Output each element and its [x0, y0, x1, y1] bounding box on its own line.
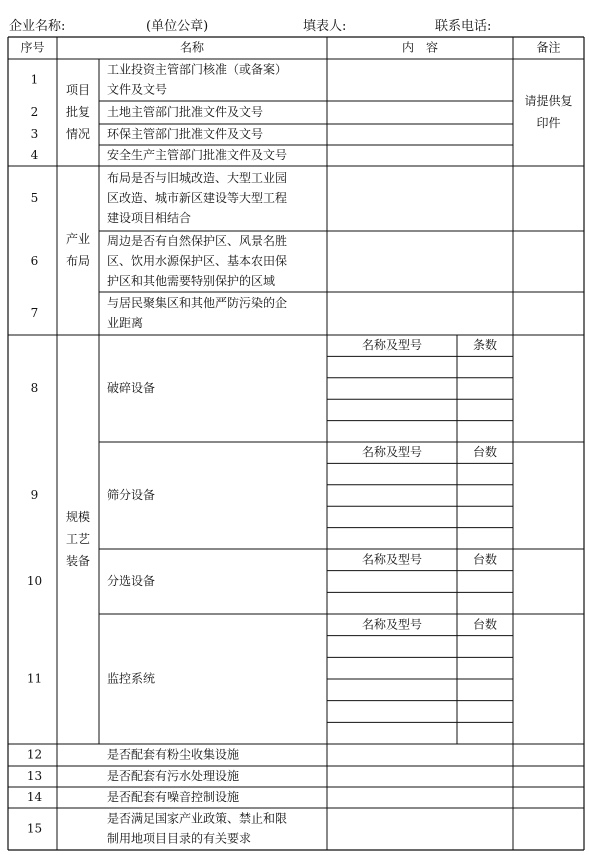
- group-label: 产业: [65, 232, 91, 246]
- row-name-text: 监控系统: [107, 671, 156, 686]
- row-name-text: 区改造、城市新区建设等大型工程: [107, 191, 288, 205]
- row-number: 8: [30, 381, 39, 395]
- subheader-model: 名称及型号: [361, 445, 423, 460]
- row-name-text: 护区和其他需要特别保护的区域: [107, 274, 276, 288]
- group-label: 装备: [65, 554, 91, 568]
- row-name-text: 与居民聚集区和其他严防污染的企: [107, 296, 288, 310]
- row-name-text: 区、饮用水源保护区、基本农田保: [107, 254, 288, 268]
- subheader-model: 名称及型号: [361, 617, 423, 632]
- row-name-text: 制用地项目目录的有关要求: [107, 831, 252, 846]
- group-label: 批复: [65, 105, 91, 119]
- row-name-text: 是否配套有污水处理设施: [107, 769, 240, 783]
- row-number: 3: [30, 127, 39, 141]
- subheader-count: 台数: [472, 445, 498, 460]
- row-number: 9: [30, 488, 39, 502]
- row-name-text: 工业投资主管部门核准（或备案）: [107, 62, 288, 77]
- group-label: 布局: [65, 254, 91, 268]
- remark-provide-copy: 印件: [536, 116, 561, 130]
- row-name-text: 是否配套有噪音控制设施: [107, 790, 240, 804]
- row-name-text: 破碎设备: [107, 381, 156, 395]
- row-number: 1: [30, 72, 39, 87]
- filler-label: 填表人:: [303, 19, 347, 34]
- column-header-content: 内 容: [401, 40, 439, 55]
- subheader-model: 名称及型号: [361, 338, 423, 353]
- company-name-label: 企业名称:: [9, 19, 66, 34]
- group-label: 情况: [65, 127, 91, 141]
- group-label: 工艺: [65, 532, 91, 546]
- group-label: 规模: [65, 510, 91, 524]
- row-name-text: 筛分设备: [107, 488, 156, 502]
- row-name-text: 是否配套有粉尘收集设施: [107, 747, 240, 762]
- seal-note: (单位公章): [146, 19, 209, 34]
- subheader-model: 名称及型号: [361, 552, 423, 567]
- phone-label: 联系电话:: [435, 19, 492, 34]
- row-number: 14: [26, 790, 43, 804]
- row-number: 7: [30, 306, 39, 320]
- subheader-count: 台数: [472, 617, 498, 632]
- column-header-name: 名称: [179, 40, 205, 55]
- row-number: 12: [26, 747, 43, 762]
- row-number: 6: [30, 254, 39, 268]
- row-name-text: 环保主管部门批准文件及文号: [107, 127, 264, 141]
- remark-provide-copy: 请提供复: [524, 94, 573, 108]
- row-number: 13: [26, 769, 43, 783]
- row-name-text: 是否满足国家产业政策、禁止和限: [107, 811, 288, 826]
- row-name-text: 安全生产主管部门批准文件及文号: [107, 148, 288, 162]
- subheader-count: 台数: [472, 552, 498, 567]
- subheader-count: 条数: [472, 338, 498, 353]
- row-name-text: 土地主管部门批准文件及文号: [107, 105, 264, 119]
- row-name-text: 业距离: [107, 316, 144, 330]
- row-name-text: 周边是否有自然保护区、风景名胜: [107, 234, 288, 248]
- row-name-text: 布局是否与旧城改造、大型工业园: [107, 171, 288, 185]
- row-name-text: 文件及文号: [107, 82, 168, 97]
- row-number: 10: [26, 574, 43, 588]
- group-label: 项目: [65, 83, 91, 97]
- row-number: 5: [30, 191, 39, 205]
- column-header-remark: 备注: [536, 40, 561, 55]
- column-header-seq: 序号: [20, 40, 45, 55]
- row-number: 11: [26, 671, 43, 686]
- row-number: 15: [26, 821, 43, 836]
- row-name-text: 建设项目相结合: [107, 211, 192, 225]
- row-number: 4: [30, 148, 39, 162]
- row-name-text: 分选设备: [107, 574, 156, 588]
- row-number: 2: [30, 105, 39, 119]
